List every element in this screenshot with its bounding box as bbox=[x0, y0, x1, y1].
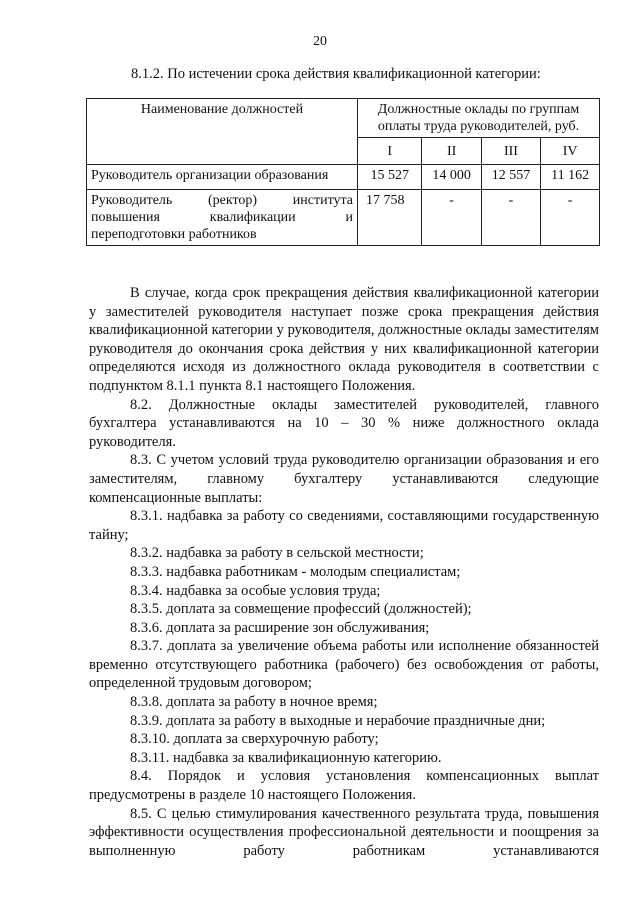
position-cell: Руководитель (ректор) института повышения квалификации и переподготовки работников bbox=[87, 190, 358, 246]
salary-cell: 14 000 bbox=[422, 165, 481, 190]
page-number: 20 bbox=[313, 34, 327, 49]
list-item: 8.3.3. надбавка работникам - молодым специалистам; bbox=[130, 563, 461, 580]
position-cell: Руководитель организации образования bbox=[87, 165, 358, 190]
salary-cell: - bbox=[541, 190, 600, 246]
table-row bbox=[87, 165, 600, 190]
group-header: I bbox=[358, 138, 422, 165]
salary-table bbox=[86, 98, 600, 246]
salary-cell: 11 162 bbox=[541, 165, 600, 190]
body-text bbox=[89, 284, 599, 860]
list-item: 8.3.6. доплата за расширение зон обслуживания; bbox=[130, 619, 430, 636]
table-header-row bbox=[87, 99, 600, 138]
paragraph: В случае, когда срок прекращения действия квалификационной категории у заместителей руководителя наступает позже срока прекращения действия квалификационной категории у руководителя, должностные оклады заместителям руководителя до окончания срока действия у них квалификационной категории определяются исходя из должностного оклада руководителя в соответствии с подпунктом 8.1.1 пункта 8.1 настоящего Положения. bbox=[89, 285, 599, 394]
list-item: 8.3.5. доплата за совмещение профессий (должностей); bbox=[130, 601, 472, 618]
salary-cell: 12 557 bbox=[481, 165, 540, 190]
salary-cell: 15 527 bbox=[358, 165, 422, 190]
group-header: II bbox=[422, 138, 481, 165]
list-item: 8.3.2. надбавка за работу в сельской местности; bbox=[130, 545, 424, 562]
salary-cell: - bbox=[422, 190, 481, 246]
list-item: 8.3.9. доплата за работу в выходные и нерабочие праздничные дни; bbox=[130, 712, 546, 729]
group-header: IV bbox=[541, 138, 600, 165]
header-salary-groups: Должностные оклады по группам оплаты труда руководителей, руб. bbox=[358, 99, 600, 138]
list-item: 8.3.10. доплата за сверхурочную работу; bbox=[130, 731, 379, 748]
paragraph: 8.2. Должностные оклады заместителей руководителей, главного бухгалтера устанавливаются на 10 – 30 % ниже должностного оклада руководителя. bbox=[89, 396, 599, 450]
header-position-name: Наименование должностей bbox=[87, 99, 358, 165]
salary-cell: - bbox=[481, 190, 540, 246]
list-item: 8.3.11. надбавка за квалификационную категорию. bbox=[130, 749, 442, 766]
group-header: III bbox=[481, 138, 540, 165]
list-item: 8.3.7. доплата за увеличение объема работы или исполнение обязанностей временно отсутствующего работника (рабочего) без освобождения от работы, определенной трудовым договором; bbox=[89, 638, 599, 692]
table-row bbox=[87, 190, 600, 246]
paragraph: 8.4. Порядок и условия установления компенсационных выплат предусмотрены в разделе 10 настоящего Положения. bbox=[89, 768, 599, 804]
list-item: 8.3.8. доплата за работу в ночное время; bbox=[130, 694, 378, 711]
paragraph: 8.5. С целью стимулирования качественного результата труда, повышения эффективности осуществления профессиональной деятельности и поощрения за выполненную работу работникам устанавливаются bbox=[89, 805, 599, 859]
list-item: 8.3.4. надбавка за особые условия труда; bbox=[130, 582, 381, 599]
table-caption: 8.1.2. По истечении срока действия квалификационной категории: bbox=[131, 66, 541, 82]
salary-cell: 17 758 bbox=[358, 190, 422, 246]
paragraph: 8.3. С учетом условий труда руководителю организации образования и его заместителям, главному бухгалтеру устанавливаются следующие компенсационные выплаты: bbox=[89, 452, 599, 506]
list-item: 8.3.1. надбавка за работу со сведениями, составляющими государственную тайну; bbox=[89, 508, 599, 543]
